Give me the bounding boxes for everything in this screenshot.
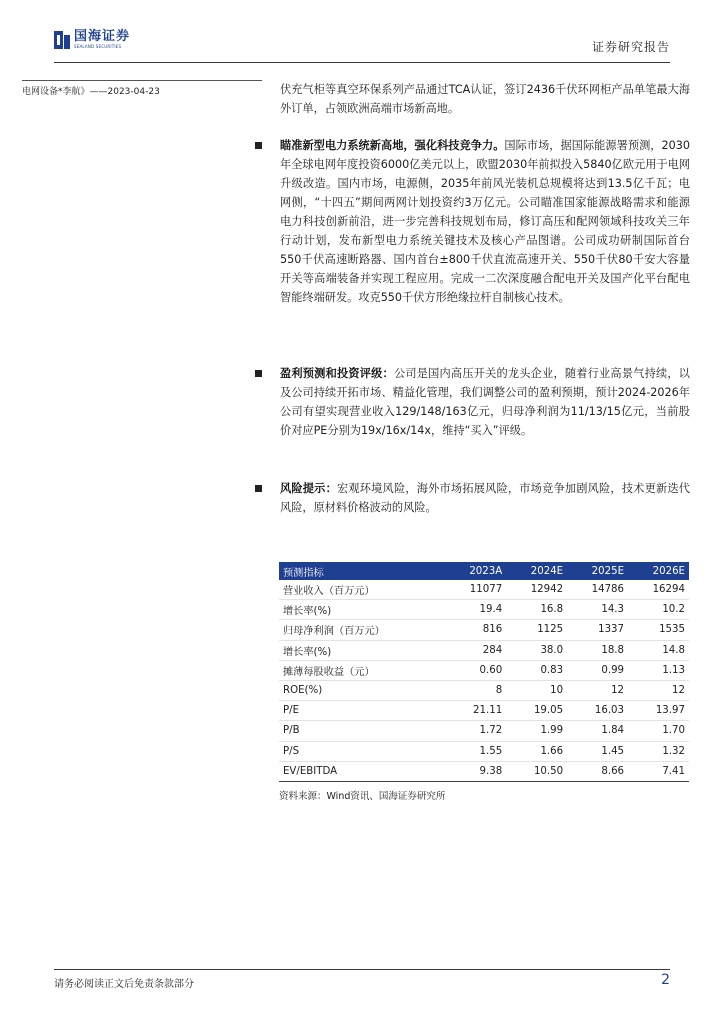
value-cell: 38.0 (506, 640, 567, 660)
value-cell: 16294 (628, 580, 689, 600)
bullet-title: 风险提示： (280, 482, 337, 495)
value-cell: 1.72 (445, 721, 507, 741)
value-cell: 8 (445, 680, 507, 700)
table-row (279, 640, 689, 660)
table-header-cell: 2026E (628, 562, 689, 580)
table-row (279, 660, 689, 680)
bullet-body: 宏观环境风险，海外市场拓展风险，市场竞争加剧风险，技术更新迭代风险，原材料价格波动的风险。 (280, 482, 690, 514)
value-cell: 16.03 (567, 701, 628, 721)
table-header-cell: 2023A (445, 562, 507, 580)
report-type-title: 证券研究报告 (591, 40, 670, 54)
forecast-table-section (279, 562, 689, 802)
bullet-square-icon (255, 485, 262, 492)
table-source-note: 资料来源：Wind资讯、国海证券研究所 (279, 790, 446, 802)
value-cell: 0.83 (506, 660, 567, 680)
table-row (279, 600, 689, 620)
table-header-row (279, 562, 689, 580)
value-cell: 1.84 (567, 721, 628, 741)
related-report-link[interactable]: 电网设备*李航》——2023-04-23 (22, 87, 160, 97)
value-cell: 1.55 (445, 741, 507, 761)
company-logo (54, 30, 130, 49)
value-cell: 12 (628, 680, 689, 700)
table-row (279, 680, 689, 700)
row-label-cell: 归母净利润（百万元） (279, 620, 445, 640)
value-cell: 12942 (506, 580, 567, 600)
bullet-body: 国际市场，据国际能源署预测，2030年全球电网年度投资6000亿美元以上，欧盟2030年前拟投入5840亿欧元用于电网升级改造。国内市场，电源侧，2035年前风光装机总规模将达到13.5亿千瓦；电网侧，“十四五”期间两网计划投资约3万亿元。公司瞄准国家能源战略需求和能源电力科技创新前沿，进一步完善科技规划布局，修订高压和配网领域科技攻关三年行动计划，发布新型电力系统关键技术及核心产品图谱。公司成功研制国际首台550千伏高速断路器、国内首台±800千伏直流高速开关、550千伏80千安大容量开关等高端装备并实现工程应用。完成一二次深度融合配电开关及国产化平台配电智能终端研发。攻克550千伏方形绝缘拉杆自制核心技术。 (280, 139, 690, 304)
sidebar-divider (22, 80, 262, 81)
row-label-cell: 增长率(%) (279, 640, 445, 660)
row-label-cell: EV/EBITDA (279, 761, 445, 781)
logo-icon (54, 31, 70, 49)
row-label-cell: 摊薄每股收益（元） (279, 660, 445, 680)
value-cell: 1.70 (628, 721, 689, 741)
value-cell: 14.3 (567, 600, 628, 620)
table-row (279, 580, 689, 600)
table-row (279, 701, 689, 721)
value-cell: 14786 (567, 580, 628, 600)
value-cell: 9.38 (445, 761, 507, 781)
value-cell: 21.11 (445, 701, 507, 721)
row-label-cell: 营业收入（百万元） (279, 580, 445, 600)
value-cell: 7.41 (628, 761, 689, 781)
footer-divider (54, 969, 670, 970)
bullet-body: 公司是国内高压开关的龙头企业，随着行业高景气持续，以及公司持续开拓市场、精益化管理，我们调整公司的盈利预期，预计2024-2026年公司有望实现营业收入129/148/163亿元，归母净利润为11/13/15亿元，当前股价对应PE分别为19x/16x/14x，维持“买入”评级。 (280, 367, 690, 437)
value-cell: 16.8 (506, 600, 567, 620)
value-cell: 8.66 (567, 761, 628, 781)
table-row (279, 741, 689, 761)
bullet-square-icon (255, 370, 262, 377)
value-cell: 1125 (506, 620, 567, 640)
intro-paragraph (280, 80, 690, 118)
table-row (279, 620, 689, 640)
logo-name-cn: 国海证券 (74, 29, 131, 44)
footer-disclaimer: 请务必阅读正文后免责条款部分 (54, 979, 194, 990)
value-cell: 10.50 (506, 761, 567, 781)
value-cell: 1.32 (628, 741, 689, 761)
bullet-title: 瞄准新型电力系统新高地，强化科技竞争力。 (280, 139, 505, 152)
bullet-strategy (280, 136, 690, 307)
value-cell: 19.4 (445, 600, 507, 620)
table-header-cell: 2025E (567, 562, 628, 580)
forecast-table (279, 562, 689, 782)
value-cell: 1.45 (567, 741, 628, 761)
bullet-forecast (280, 364, 690, 440)
value-cell: 0.60 (445, 660, 507, 680)
bullet-risk (280, 479, 690, 517)
value-cell: 1337 (567, 620, 628, 640)
header-divider (54, 62, 670, 63)
value-cell: 1.13 (628, 660, 689, 680)
page-number: 2 (661, 972, 670, 988)
row-label-cell: P/E (279, 701, 445, 721)
logo-name-en: SEALAND SECURITIES (74, 44, 122, 49)
value-cell: 12 (567, 680, 628, 700)
table-row (279, 721, 689, 741)
table-row (279, 761, 689, 781)
value-cell: 1.66 (506, 741, 567, 761)
value-cell: 18.8 (567, 640, 628, 660)
value-cell: 19.05 (506, 701, 567, 721)
value-cell: 10.2 (628, 600, 689, 620)
value-cell: 13.97 (628, 701, 689, 721)
table-header-cell: 2024E (506, 562, 567, 580)
value-cell: 284 (445, 640, 507, 660)
row-label-cell: ROE(%) (279, 680, 445, 700)
row-label-cell: P/S (279, 741, 445, 761)
table-header-cell: 预测指标 (279, 562, 445, 580)
row-label-cell: P/B (279, 721, 445, 741)
value-cell: 816 (445, 620, 507, 640)
table-body (279, 580, 689, 781)
bullet-title: 盈利预测和投资评级： (280, 367, 394, 380)
bullet-square-icon (255, 142, 262, 149)
value-cell: 11077 (445, 580, 507, 600)
value-cell: 10 (506, 680, 567, 700)
row-label-cell: 增长率(%) (279, 600, 445, 620)
value-cell: 14.8 (628, 640, 689, 660)
intro-text: 伏充气柜等真空环保系列产品通过TCA认证，签订2436千伏环网柜产品单笔最大海外订单，占领欧洲高端市场新高地。 (280, 83, 690, 115)
value-cell: 1.99 (506, 721, 567, 741)
value-cell: 1535 (628, 620, 689, 640)
value-cell: 0.99 (567, 660, 628, 680)
